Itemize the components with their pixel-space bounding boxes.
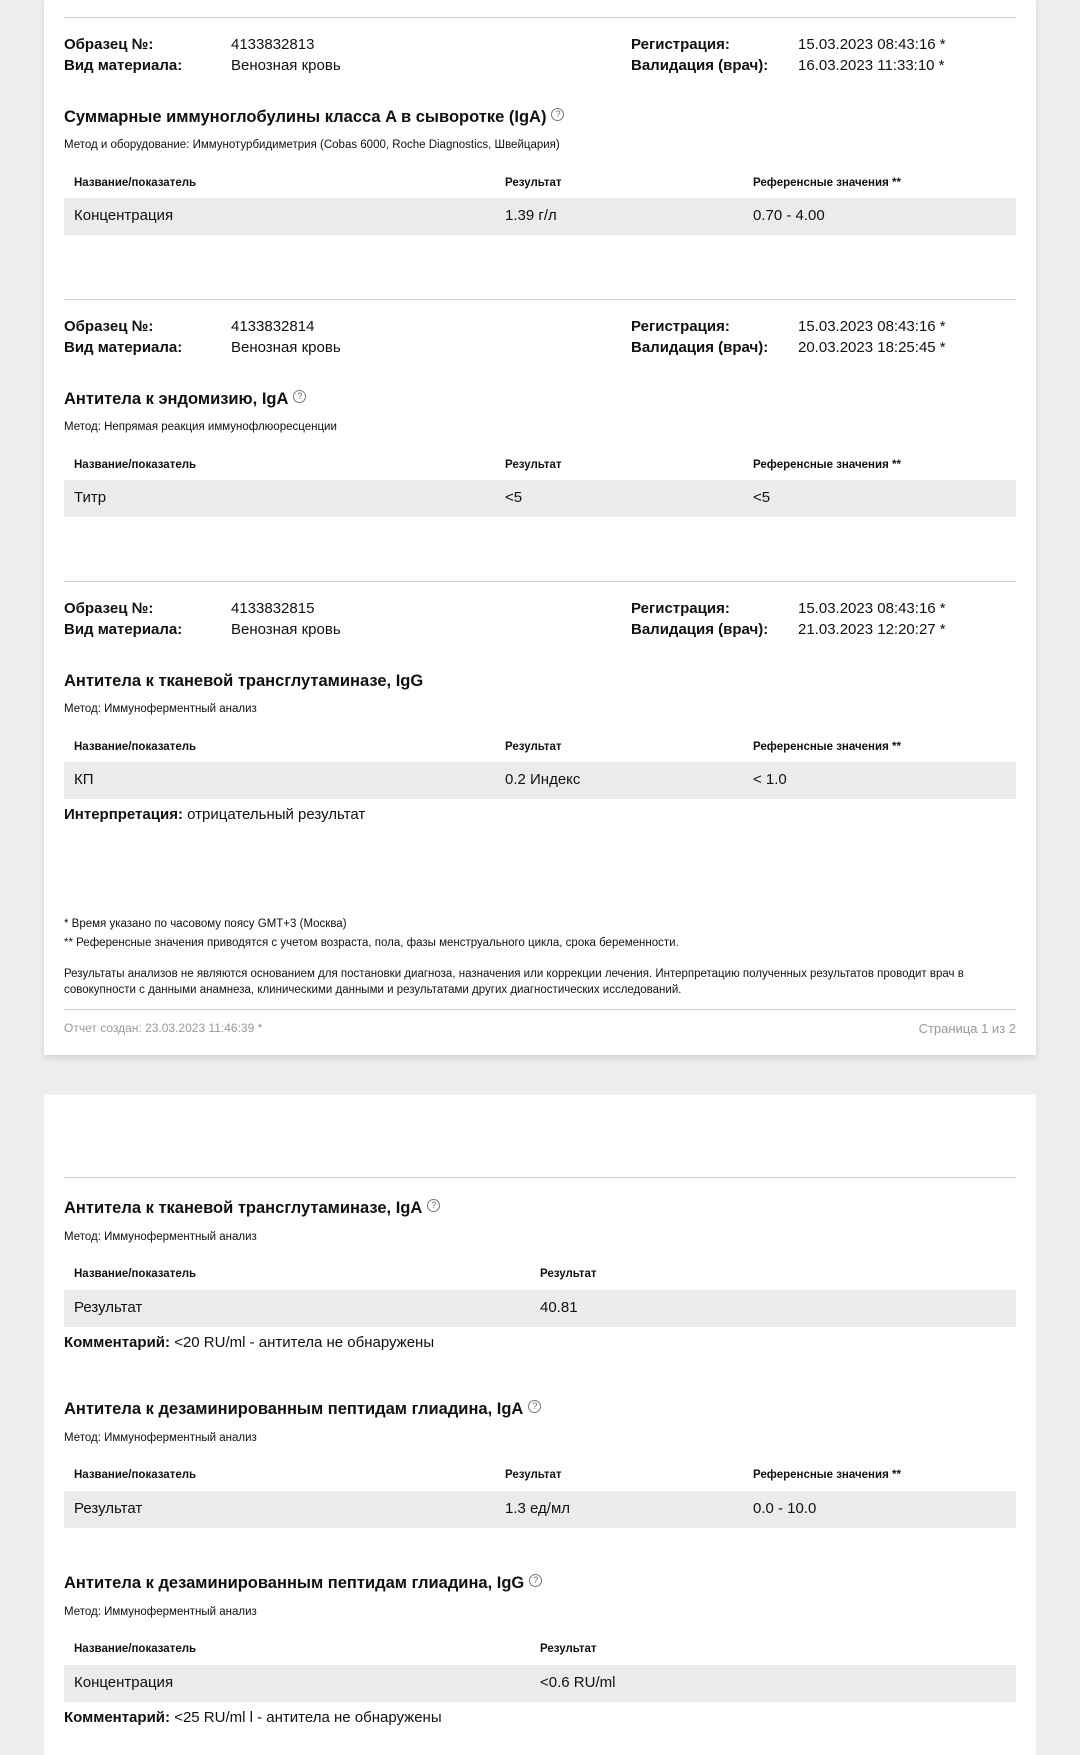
row-result: <5 <box>505 489 523 506</box>
registration-value: 15.03.2023 08:43:16 * <box>798 600 946 617</box>
column-header-result: Результат <box>505 177 562 189</box>
material-label: Вид материала: <box>64 57 183 74</box>
row-result: <0.6 RU/ml <box>540 1674 616 1691</box>
disclaimer: Результаты анализов не являются основанием для постановки диагноза, назначения или коррекции лечения. Интерпретацию полученных результатов проводит врач в совокупности с данными анамнеза, клиническими данными и результатами других диагностических исследований. <box>64 968 964 996</box>
test-title-text: Антитела к эндомизию, IgA <box>64 390 289 408</box>
table-row <box>64 1290 1016 1327</box>
test-title <box>64 672 423 691</box>
test-title-text: Суммарные иммуноглобулины класса A в сыворотке (IgA) <box>64 108 547 126</box>
interpretation-value: отрицательный результат <box>187 806 366 823</box>
material-value: Венозная кровь <box>231 57 341 74</box>
footnote-reference: ** Референсные значения приводятся с учетом возраста, пола, фазы менструального цикла, срока беременности. <box>64 937 679 949</box>
row-result: 0.2 Индекс <box>505 771 581 788</box>
row-name: Результат <box>74 1500 143 1517</box>
help-icon[interactable]: ? <box>293 390 306 403</box>
validation-value: 20.03.2023 18:25:45 * <box>798 339 946 356</box>
table-row <box>64 762 1016 799</box>
test-title-text: Антитела к дезаминированным пептидам глиадина, IgA <box>64 1400 524 1418</box>
registration-label: Регистрация: <box>631 318 730 335</box>
validation-value: 21.03.2023 12:20:27 * <box>798 621 946 638</box>
test-title-text: Антитела к дезаминированным пептидам глиадина, IgG <box>64 1574 525 1592</box>
report-page-2 <box>44 1095 1036 1755</box>
column-header-name: Название/показатель <box>74 1469 197 1481</box>
table-row <box>64 480 1016 517</box>
registration-label: Регистрация: <box>631 600 730 617</box>
test-method: Метод: Непрямая реакция иммунофлюоресценции <box>64 421 337 433</box>
column-header-reference: Референсные значения ** <box>753 459 901 471</box>
sample-number-value: 4133832814 <box>231 318 315 335</box>
row-reference: <5 <box>753 489 771 506</box>
help-icon[interactable]: ? <box>528 1400 541 1413</box>
test-title <box>64 108 564 127</box>
column-header-result: Результат <box>540 1268 597 1280</box>
sample-number-value: 4133832815 <box>231 600 315 617</box>
test-title <box>64 1574 542 1593</box>
row-reference: < 1.0 <box>753 771 787 788</box>
comment-label: Комментарий: <box>64 1334 171 1351</box>
column-header-result: Результат <box>540 1643 597 1655</box>
row-name: Результат <box>74 1299 143 1316</box>
divider <box>64 1177 1016 1178</box>
registration-label: Регистрация: <box>631 36 730 53</box>
registration-value: 15.03.2023 08:43:16 * <box>798 36 946 53</box>
column-header-name: Название/показатель <box>74 177 197 189</box>
row-name: Титр <box>74 489 107 506</box>
divider <box>64 1009 1016 1010</box>
validation-label: Валидация (врач): <box>631 621 769 638</box>
sample-number-value: 4133832813 <box>231 36 315 53</box>
test-method: Метод и оборудование: Иммунотурбидиметрия (Cobas 6000, Roche Diagnostics, Швейцария) <box>64 139 560 151</box>
material-value: Венозная кровь <box>231 339 341 356</box>
divider <box>64 299 1016 300</box>
column-header-result: Результат <box>505 741 562 753</box>
test-method: Метод: Иммуноферментный анализ <box>64 703 257 715</box>
row-name: Концентрация <box>74 1674 174 1691</box>
validation-label: Валидация (врач): <box>631 57 769 74</box>
interpretation <box>64 806 365 823</box>
page-number: Страница 1 из 2 <box>918 1021 1016 1036</box>
table-row <box>64 1665 1016 1702</box>
footnote-time: * Время указано по часовому поясу GMT+3 (Москва) <box>64 918 347 930</box>
comment <box>64 1709 442 1726</box>
column-header-reference: Референсные значения ** <box>753 1469 901 1481</box>
test-title <box>64 1400 541 1419</box>
test-title <box>64 1199 440 1218</box>
row-result: 1.3 ед/мл <box>505 1500 571 1517</box>
sample-number-label: Образец №: <box>64 318 154 335</box>
sample-number-label: Образец №: <box>64 600 154 617</box>
test-method: Метод: Иммуноферментный анализ <box>64 1432 257 1444</box>
column-header-name: Название/показатель <box>74 1268 197 1280</box>
column-header-name: Название/показатель <box>74 459 197 471</box>
help-icon[interactable]: ? <box>529 1574 542 1587</box>
material-label: Вид материала: <box>64 621 183 638</box>
test-method: Метод: Иммуноферментный анализ <box>64 1606 257 1618</box>
row-result: 40.81 <box>540 1299 578 1316</box>
test-method: Метод: Иммуноферментный анализ <box>64 1231 257 1243</box>
comment-value: <20 RU/ml - антитела не обнаружены <box>174 1334 435 1351</box>
test-title <box>64 390 306 409</box>
help-icon[interactable]: ? <box>427 1199 440 1212</box>
column-header-name: Название/показатель <box>74 741 197 753</box>
report-page-1 <box>44 0 1036 1055</box>
column-header-reference: Референсные значения ** <box>753 741 901 753</box>
comment-value: <25 RU/ml l - антитела не обнаружены <box>174 1709 442 1726</box>
row-result: 1.39 г/л <box>505 207 557 224</box>
row-name: КП <box>74 771 94 788</box>
validation-label: Валидация (врач): <box>631 339 769 356</box>
table-row <box>64 1491 1016 1528</box>
test-title-text: Антитела к тканевой трансглутаминазе, IgG <box>64 672 424 690</box>
column-header-result: Результат <box>505 459 562 471</box>
test-title-text: Антитела к тканевой трансглутаминазе, IgA <box>64 1199 423 1217</box>
material-label: Вид материала: <box>64 339 183 356</box>
row-reference: 0.70 - 4.00 <box>753 207 825 224</box>
table-row <box>64 198 1016 235</box>
report-created: Отчет создан: 23.03.2023 11:46:39 * <box>64 1021 263 1035</box>
comment <box>64 1334 434 1351</box>
validation-value: 16.03.2023 11:33:10 * <box>798 57 945 74</box>
row-reference: 0.0 - 10.0 <box>753 1500 817 1517</box>
comment-label: Комментарий: <box>64 1709 171 1726</box>
column-header-result: Результат <box>505 1469 562 1481</box>
interpretation-label: Интерпретация: <box>64 806 183 823</box>
sample-number-label: Образец №: <box>64 36 154 53</box>
column-header-name: Название/показатель <box>74 1643 197 1655</box>
column-header-reference: Референсные значения ** <box>753 177 901 189</box>
row-name: Концентрация <box>74 207 174 224</box>
material-value: Венозная кровь <box>231 621 341 638</box>
help-icon[interactable]: ? <box>551 108 564 121</box>
registration-value: 15.03.2023 08:43:16 * <box>798 318 946 335</box>
divider <box>64 17 1016 18</box>
divider <box>64 581 1016 582</box>
